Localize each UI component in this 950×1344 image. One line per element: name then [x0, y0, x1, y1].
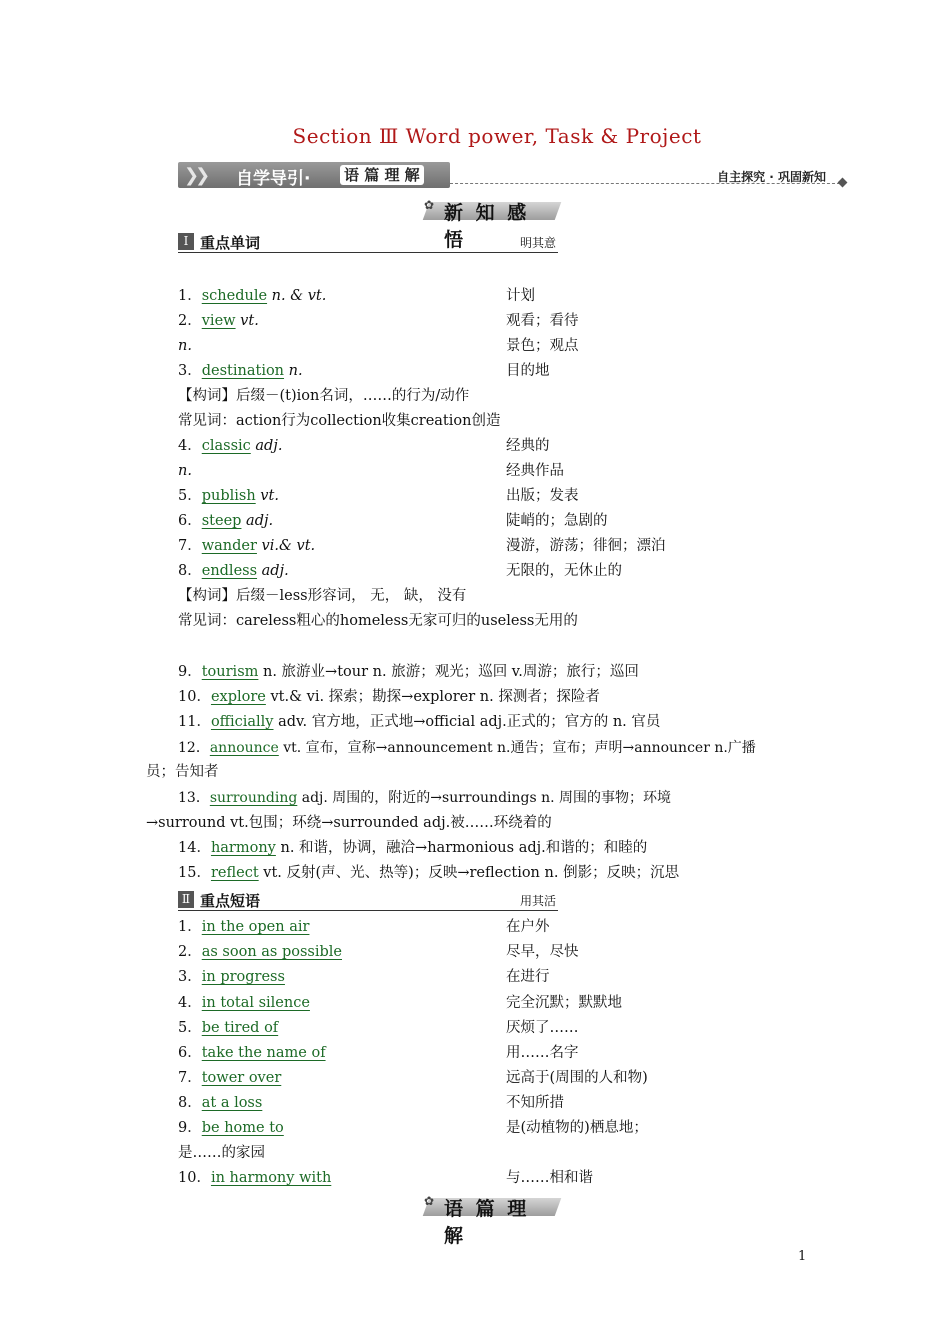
section-label: 重点短语	[200, 892, 261, 910]
subheading-yupian: ✿ 语 篇 理 解	[426, 1194, 560, 1218]
list-item: 8．at a loss	[178, 1095, 263, 1111]
item-meaning: 用……名字	[506, 1045, 579, 1061]
item-meaning: 出版；发表	[506, 488, 579, 504]
flower-icon: ✿	[424, 198, 435, 212]
common-words: 常见词：careless粗心的homeless无家可归的useless无用的	[178, 613, 578, 629]
item-meaning: 是(动植物的)栖息地；	[506, 1120, 648, 1136]
item-meaning: 在进行	[506, 969, 550, 985]
item-meaning: 不知所措	[506, 1095, 564, 1111]
page-title: Section Ⅲ Word power, Task & Project	[292, 124, 702, 148]
list-item: 15．reflect vt. 反射(声、光、热等)；反映→reflection n. 倒影；反映；沉思	[178, 865, 680, 881]
subheading-xinzhi: ✿ 新 知 感 悟	[426, 198, 560, 222]
list-item: 1．schedule n. & vt.	[178, 288, 327, 304]
list-item-continuation: 是……的家园	[178, 1145, 265, 1161]
list-item: 1．in the open air	[178, 919, 310, 935]
list-item: 6．take the name of	[178, 1045, 326, 1061]
list-item-continuation: 员；告知者	[146, 764, 219, 780]
item-meaning: 远高于(周围的人和物)	[506, 1070, 648, 1086]
item-meaning: 经典的	[506, 438, 550, 454]
item-meaning: 陡峭的；急剧的	[506, 513, 608, 529]
list-item: 9．tourism n. 旅游业→tour n. 旅游；观光；巡回 v.周游；旅行；巡回	[178, 664, 639, 680]
banner-title: 自学导引·	[236, 169, 311, 189]
list-item: 7．tower over	[178, 1070, 282, 1086]
item-meaning: 经典作品	[506, 463, 564, 479]
banner-right-text: 自主探究 · 巩固新知	[717, 170, 826, 184]
section-hint: 用其活	[519, 894, 556, 908]
item-meaning: 与……相和谐	[506, 1170, 593, 1186]
item-meaning: 观看；看待	[506, 313, 579, 329]
common-words: 常见词：action行为collection收集creation创造	[178, 413, 501, 429]
section-key-phrases	[178, 890, 558, 911]
item-meaning: 景色；观点	[506, 338, 579, 354]
list-item: 5．publish vt.	[178, 488, 279, 504]
page-number: 1	[798, 1249, 807, 1264]
list-item: 8．endless adj.	[178, 563, 289, 579]
item-meaning: 目的地	[506, 363, 550, 379]
section-banner	[178, 162, 846, 190]
list-item: 3．destination n.	[178, 363, 303, 379]
section-number: Ⅱ	[178, 891, 194, 908]
item-meaning: 在户外	[506, 919, 550, 935]
item-meaning: 厌烦了……	[506, 1020, 579, 1036]
list-item: 2．view vt.	[178, 313, 259, 329]
item-meaning: 计划	[506, 288, 535, 304]
flower-icon: ✿	[424, 1194, 435, 1208]
list-item: 7．wander vi.& vt.	[178, 538, 316, 554]
section-hint: 明其意	[519, 236, 556, 250]
section-key-words	[178, 232, 558, 253]
list-item: n.	[178, 463, 192, 479]
list-item-continuation: →surround vt.包围；环绕→surrounded adj.被……环绕着的	[146, 815, 552, 831]
list-item: 12．announce vt. 宣布，宣称→announcement n.通告；宣布；声明→announcer n.广播	[178, 740, 756, 756]
list-item: 10．explore vt.& vi. 探索；勘探→explorer n. 探测者；探险者	[178, 689, 600, 705]
list-item: 5．be tired of	[178, 1020, 279, 1036]
item-meaning: 尽早，尽快	[506, 944, 579, 960]
list-item: n.	[178, 338, 192, 354]
list-item: 10．in harmony with	[178, 1170, 332, 1186]
section-label: 重点单词	[200, 234, 261, 252]
item-meaning: 无限的，无休止的	[506, 563, 622, 579]
list-item: 9．be home to	[178, 1120, 284, 1136]
list-item: 2．as soon as possible	[178, 944, 343, 960]
list-item: 4．classic adj.	[178, 438, 283, 454]
chevron-right-icon: ❯❯	[184, 165, 207, 186]
word-formation-note: 【构词】后缀－(t)ion名词，……的行为/动作	[178, 388, 470, 404]
diamond-icon	[838, 178, 848, 188]
word-formation-note: 【构词】后缀－less形容词， 无， 缺， 没有	[178, 588, 467, 604]
list-item: 11．officially adv. 官方地，正式地→official adj.正式的；官方的 n. 官员	[178, 714, 661, 730]
list-item: 4．in total silence	[178, 995, 310, 1011]
list-item: 13．surrounding adj. 周围的，附近的→surroundings n. 周围的事物；环境	[178, 790, 672, 806]
list-item: 3．in progress	[178, 969, 285, 985]
section-number: Ⅰ	[178, 233, 194, 250]
item-meaning: 完全沉默；默默地	[506, 995, 622, 1011]
item-meaning: 漫游，游荡；徘徊；漂泊	[506, 538, 666, 554]
list-item: 6．steep adj.	[178, 513, 274, 529]
list-item: 14．harmony n. 和谐，协调，融洽→harmonious adj.和谐的；和睦的	[178, 840, 648, 856]
banner-tab: 语 篇 理 解	[340, 165, 424, 185]
